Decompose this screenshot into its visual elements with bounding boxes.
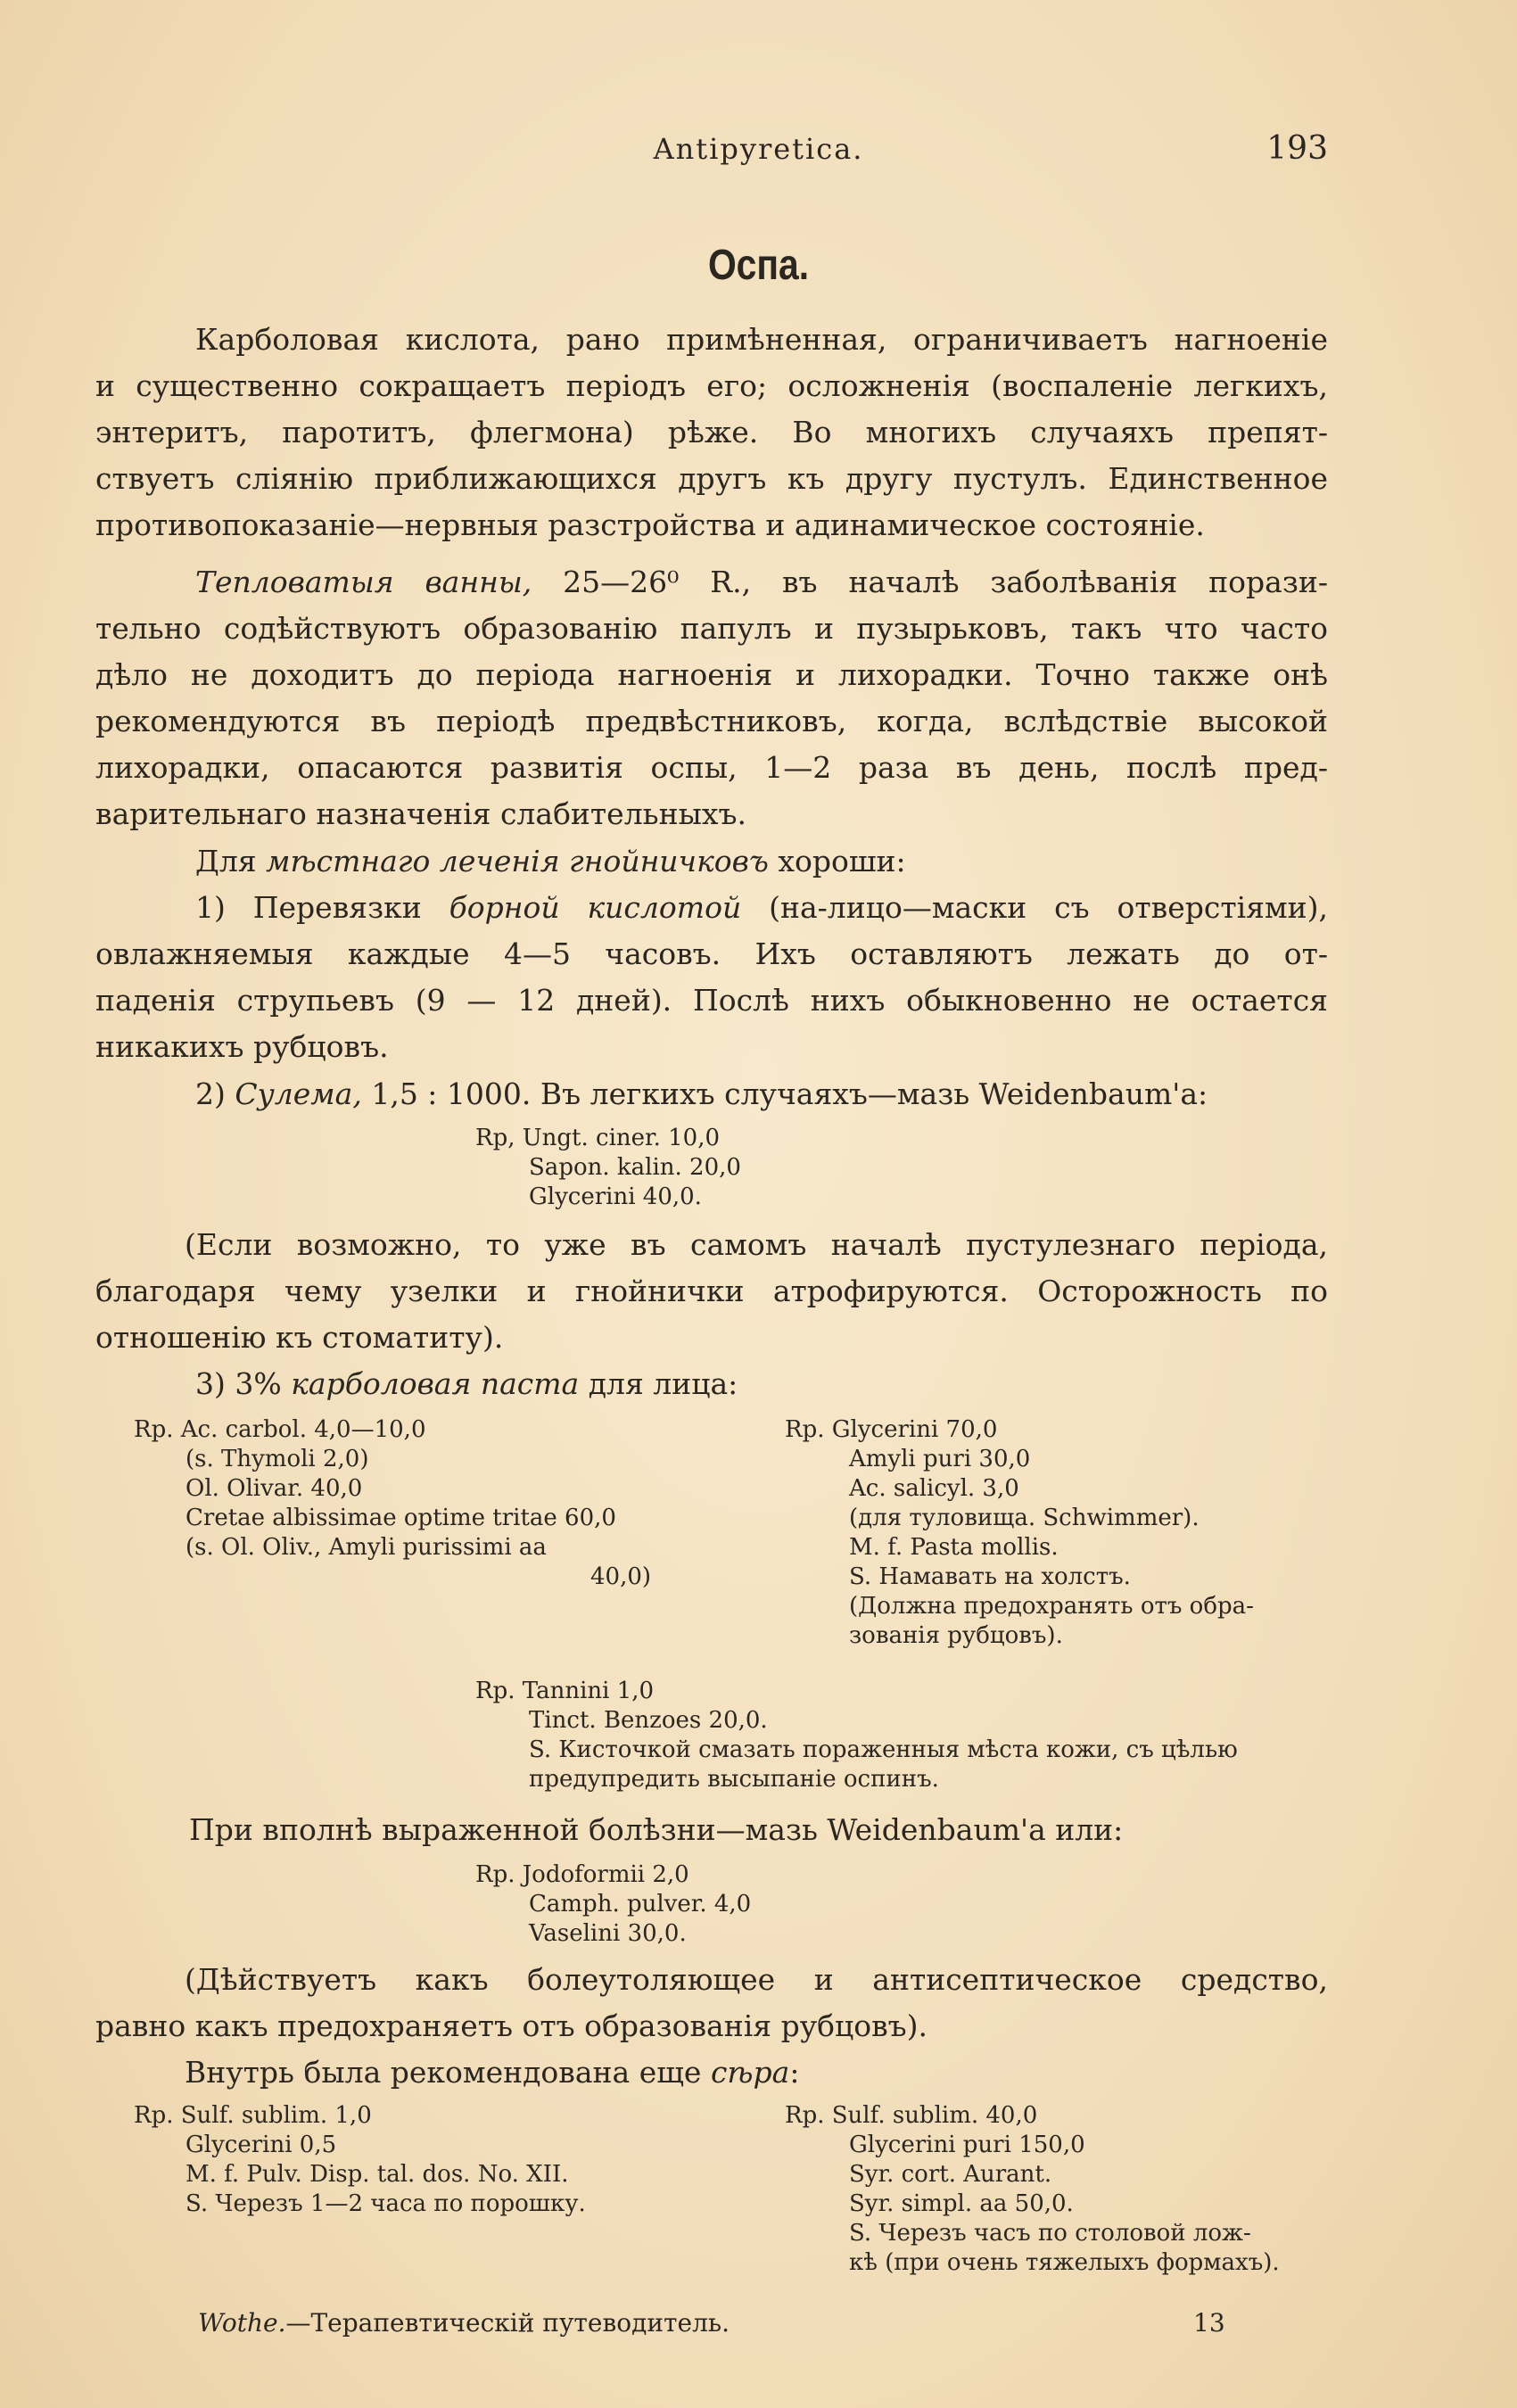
text-line: противопоказаніе—нервныя разстройства и адинамическое состояніе. [95, 507, 1205, 542]
prescription-iodoform: Rp. Jodoformii 2,0 Camph. pulver. 4,0 Vaselini 30,0. [475, 1861, 752, 1947]
text-line: Карболовая кислота, рано примѣненная, ограничиваетъ нагноеніе [195, 322, 1328, 357]
intro-paragraph [95, 317, 1328, 548]
text-line: паденія струпьевъ (9 — 12 дней). Послѣ нихъ обыкновенно не остается [95, 983, 1328, 1018]
text-line: (Дѣйствуетъ какъ болеутоляющее и антисептическое средство, [185, 1962, 1328, 1997]
text-line: и существенно сокращаетъ періодъ его; осложненія (воспаленіе легкихъ, [95, 368, 1328, 403]
prescription-sulfur-left: Rp. Sulf. sublim. 1,0 Glycerini 0,5 M. f. Pulv. Disp. tal. dos. No. XII. S. Черезъ 1—2 часа по порошку. [134, 2102, 586, 2217]
emphasis: Тепловатыя ванны, [195, 565, 532, 599]
text-line: При вполнѣ выраженной болѣзни—мазь Weidenbaum'a или: [189, 1812, 1124, 1847]
paragraph-if-possible [95, 1222, 1328, 1361]
prescription-tannin: Rp. Tannini 1,0 Tinct. Benzoes 20,0. S. Кисточкой смазать пораженныя мѣста кожи, съ цѣлью предупредить высыпаніе оспинъ. [475, 1678, 1238, 1793]
text-line: лихорадки, опасаются развитія оспы, 1—2 раза въ день, послѣ пред- [95, 750, 1328, 785]
prescription-glycerin-paste-right: Rp. Glycerini 70,0 Amyli puri 30,0 Ac. salicyl. 3,0 (для туловища. Schwimmer). M. f. Pasta mollis. S. Намавать на холстъ. (Должна предохранять отъ обра- зованія рубцовъ). [785, 1416, 1254, 1649]
text-line: (Если возможно, то уже въ самомъ началѣ пустулезнаго періода, [185, 1227, 1328, 1262]
internal-line [95, 2049, 1328, 2096]
footer-book-title: Wothe.—Терапевтическій путеводитель. [198, 2308, 730, 2338]
text-line: 1) Перевязки борной кислотой (на-лицо—маски съ отверстіями), [195, 890, 1329, 925]
text-line: энтеритъ, паротитъ, флегмона) рѣже. Во многихъ случаяхъ препят- [95, 415, 1328, 449]
text-line: варительнаго назначенія слабительныхъ. [95, 796, 746, 831]
paragraph-acts [95, 1957, 1328, 2049]
text-line: 3) 3% карболовая паста для лица: [195, 1366, 738, 1401]
text-line: Тепловатыя ванны, 25—26⁰ R., въ началѣ заболѣванія порази- [195, 565, 1328, 599]
full-disease-line [95, 1807, 1328, 1853]
item-2 [95, 1071, 1328, 1117]
text-line: тельно содѣйствуютъ образованію папулъ и пузырьковъ, такъ что часто [95, 611, 1328, 646]
text-line: Внутрь была рекомендована еще сѣра: [185, 2055, 800, 2090]
text-line: благодаря чему узелки и гнойнички атрофируются. Осторожность по [95, 1274, 1328, 1308]
text-line: овлажняемыя каждые 4—5 часовъ. Ихъ оставляютъ лежать до от- [95, 936, 1328, 971]
prescription-carbol-paste-left: Rp. Ac. carbol. 4,0—10,0 (s. Thymoli 2,0) Ol. Olivar. 40,0 Cretae albissimae optime tritae 60,0 (s. Ol. Oliv., Amyli purissimi aa 40,0) [134, 1416, 652, 1590]
running-title: Antipyretica. [653, 132, 864, 166]
text-line: рекомендуются въ періодѣ предвѣстниковъ, когда, вслѣдствіе высокой [95, 704, 1328, 738]
prescription-sulfur-right: Rp. Sulf. sublim. 40,0 Glycerini puri 150,0 Syr. cort. Aurant. Syr. simpl. aa 50,0. S. Черезъ часъ по столовой лож- кѣ (при очень тяжелыхъ формахъ). [785, 2102, 1280, 2276]
text-line: Для мѣстнаго леченія гнойничковъ хороши: [195, 844, 906, 878]
local-treatment [95, 838, 1328, 885]
baths-paragraph [95, 559, 1328, 837]
text-line: никакихъ рубцовъ. [95, 1029, 389, 1064]
text-line: 2) Сулема, 1,5 : 1000. Въ легкихъ случаяхъ—мазь Weidenbaum'а: [195, 1076, 1208, 1111]
item-3 [95, 1361, 1328, 1407]
text-line: отношенію къ стоматиту). [95, 1320, 504, 1355]
prescription-weidenbaum: Rp, Ungt. ciner. 10,0 Sapon. kalin. 20,0 Glycerini 40,0. [475, 1125, 741, 1210]
text-line: ствуетъ сліянію приближающихся другъ къ другу пустулъ. Единственное [95, 461, 1328, 496]
text-line: дѣло не доходитъ до періода нагноенія и лихорадки. Точно также онѣ [95, 657, 1328, 692]
text-line: равно какъ предохраняетъ отъ образованія рубцовъ). [95, 2008, 928, 2043]
section-title: Оспа. [707, 242, 810, 289]
footer-author: Wothe. [198, 2308, 286, 2338]
footer-sheet-number: 13 [1193, 2308, 1225, 2338]
item-1 [95, 885, 1328, 1070]
page-number: 193 [1266, 130, 1328, 167]
